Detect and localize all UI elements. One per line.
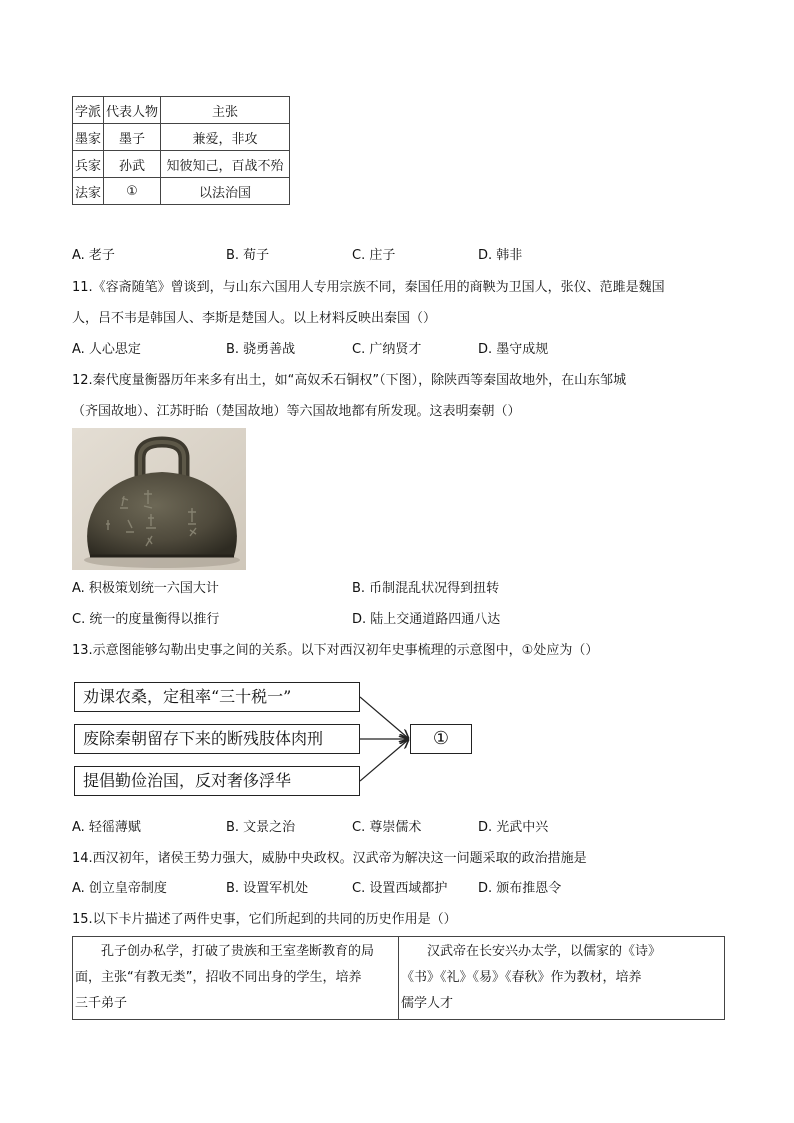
table-cell: 墨子 — [104, 124, 161, 151]
history-card-1 — [73, 937, 399, 1020]
q15-stem-line1: 15.以下卡片描述了两件史事，它们所起到的共同的历史作用是（） — [72, 912, 457, 927]
table-cell: 以法治国 — [161, 178, 290, 205]
q11-stem-line1: 11.《容斋随笔》曾谈到，与山东六国用人专用宗族不同，秦国任用的商鞅为卫国人，张仪、范雎是魏国 — [72, 280, 665, 295]
table-header-cell: 学派 — [73, 97, 104, 124]
table-row — [73, 124, 290, 151]
card1-line2: 面，主张“有教无类”，招收不同出身的学生，培养 — [75, 970, 362, 985]
q10-option-a: A. 老子 — [72, 248, 115, 263]
q11-option-c: C. 广纳贤才 — [352, 342, 422, 357]
card2-line2: 《书》《礼》《易》《春秋》作为教材，培养 — [401, 970, 642, 985]
history-cards-table — [72, 936, 725, 1020]
arrow-1 — [360, 697, 408, 738]
diagram-target-box: ① — [410, 724, 472, 754]
q12-option-a: A. 积极策划统一六国大计 — [72, 581, 219, 596]
diagram-box-1: 劝课农桑，定租率“三十税一” — [74, 682, 360, 712]
q13-option-c: C. 尊崇儒术 — [352, 820, 422, 835]
q14-stem-line1: 14.西汉初年，诸侯王势力强大，威胁中央政权。汉武帝为解决这一问题采取的政治措施是 — [72, 851, 587, 866]
q13-stem-line1: 13.示意图能够勾勒出史事之间的关系。以下对西汉初年史事梳理的示意图中，①处应为（） — [72, 643, 599, 658]
card1-line3: 三千弟子 — [75, 996, 128, 1011]
table-header-cell: 代表人物 — [104, 97, 161, 124]
q14-option-d: D. 颁布推恩令 — [478, 881, 562, 896]
table-header-cell: 主张 — [161, 97, 290, 124]
card1-line1: 孔子创办私学，打破了贵族和王室垄断教育的局 — [101, 944, 375, 959]
table-row — [73, 937, 725, 1020]
table-cell: 兼爱，非攻 — [161, 124, 290, 151]
q14-option-a: A. 创立皇帝制度 — [72, 881, 167, 896]
school-table — [72, 96, 290, 205]
arrow-3 — [360, 740, 408, 781]
diagram-box-2: 废除秦朝留存下来的断残肢体肉刑 — [74, 724, 360, 754]
q10-option-c: C. 庄子 — [352, 248, 396, 263]
q12-stem-line1: 12.秦代度量衡器历年来多有出土，如“高奴禾石铜权”（下图），除陕西等秦国故地外，在山东邹城 — [72, 373, 627, 388]
q11-stem-line2: 人，吕不韦是韩国人、李斯是楚国人。以上材料反映出秦国（） — [72, 311, 437, 326]
table-cell: ① — [104, 178, 161, 205]
q10-option-b: B. 荀子 — [226, 248, 270, 263]
q12-stem-line2: （齐国故地）、江苏盱眙（楚国故地）等六国故地都有所发现。这表明秦朝（） — [72, 404, 521, 419]
table-cell: 法家 — [73, 178, 104, 205]
q11-option-a: A. 人心思定 — [72, 342, 141, 357]
q14-option-c: C. 设置西域都护 — [352, 881, 448, 896]
table-cell: 墨家 — [73, 124, 104, 151]
history-card-2 — [399, 937, 725, 1020]
q13-option-b: B. 文景之治 — [226, 820, 296, 835]
diagram-arrows — [360, 690, 412, 790]
table-cell: 兵家 — [73, 151, 104, 178]
table-row — [73, 178, 290, 205]
card2-line3: 儒学人才 — [401, 996, 454, 1011]
bronze-weight-photo — [72, 428, 246, 570]
q12-option-c: C. 统一的度量衡得以推行 — [72, 612, 220, 627]
q11-option-b: B. 骁勇善战 — [226, 342, 296, 357]
table-cell: 知彼知己，百战不殆 — [161, 151, 290, 178]
table-row — [73, 151, 290, 178]
q12-option-d: D. 陆上交通道路四通八达 — [352, 612, 501, 627]
diagram-box-3: 提倡勤俭治国，反对奢侈浮华 — [74, 766, 360, 796]
card2-line1: 汉武帝在长安兴办太学，以儒家的《诗》 — [427, 944, 662, 959]
bronze-weight-illustration — [72, 428, 246, 570]
q12-option-b: B. 币制混乱状况得到扭转 — [352, 581, 500, 596]
q13-option-a: A. 轻徭薄赋 — [72, 820, 141, 835]
q13-option-d: D. 光武中兴 — [478, 820, 549, 835]
q14-option-b: B. 设置军机处 — [226, 881, 309, 896]
table-header-row — [73, 97, 290, 124]
q11-option-d: D. 墨守成规 — [478, 342, 549, 357]
q10-option-d: D. 韩非 — [478, 248, 523, 263]
table-cell: 孙武 — [104, 151, 161, 178]
